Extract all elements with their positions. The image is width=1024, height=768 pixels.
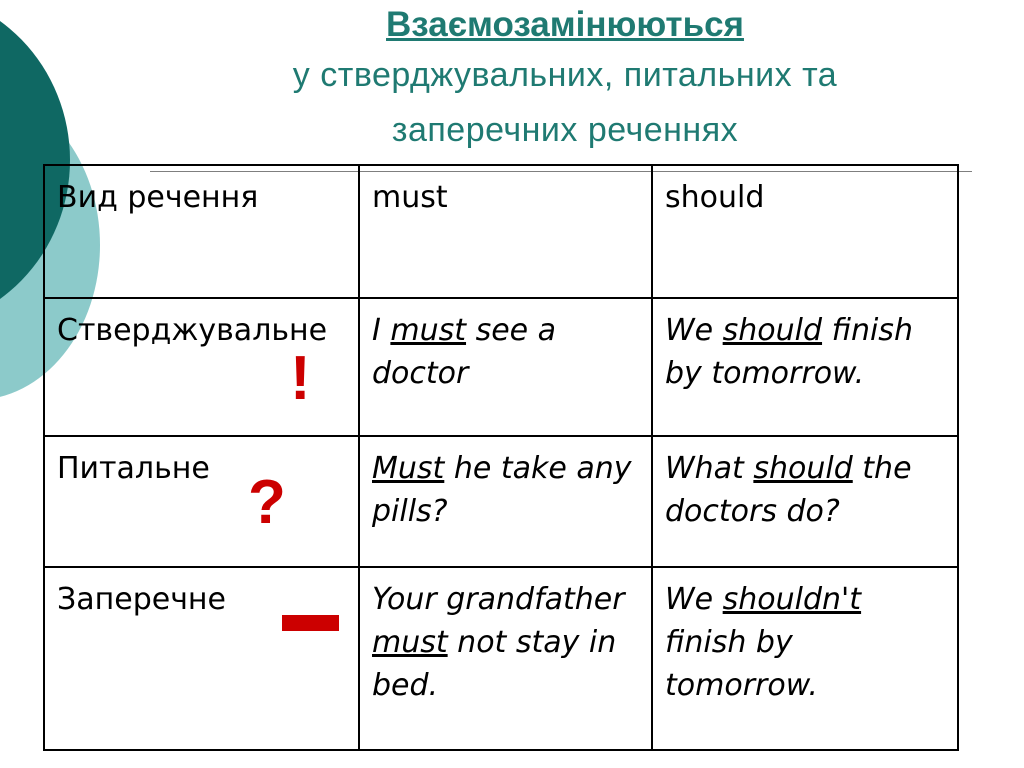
table-row	[44, 436, 958, 567]
exclamation-icon: !	[290, 344, 311, 413]
title-subtitle-line2: заперечних реченнях	[391, 111, 739, 149]
row-type-label: Питальне	[57, 451, 210, 486]
row-type-negative	[44, 567, 359, 750]
table-row	[44, 298, 958, 436]
must-example: Your grandfather must not stay in bed.	[359, 567, 652, 750]
title-subtitle-line1: у стверджувальних, питальних та	[292, 56, 838, 94]
must-example: Must he take any pills?	[359, 436, 652, 567]
row-type-interrogative	[44, 436, 359, 567]
must-example: I must see a doctor	[359, 298, 652, 436]
header-should: should	[652, 165, 958, 298]
modal-verb: must	[372, 625, 448, 660]
row-type-label: Стверджувальне	[57, 313, 328, 348]
question-mark-icon: ?	[248, 468, 286, 537]
table-row	[44, 567, 958, 750]
table-header-row	[44, 165, 958, 298]
row-type-label: Заперечне	[57, 582, 226, 617]
should-example: We should finish by tomorrow.	[652, 298, 958, 436]
title-main: Взаємозамінюються	[386, 5, 744, 44]
modal-verb: must	[390, 313, 467, 348]
row-type-affirmative	[44, 298, 359, 436]
comparison-table	[43, 164, 959, 751]
header-sentence-type: Вид речення	[44, 165, 359, 298]
header-must: must	[359, 165, 652, 298]
minus-icon	[282, 615, 339, 631]
slide-title	[150, 2, 980, 158]
modal-verb: shouldn't	[722, 582, 862, 617]
modal-verb: Must	[372, 451, 445, 486]
should-example: We shouldn't finish by tomorrow.	[652, 567, 958, 750]
modal-verb: should	[722, 313, 823, 348]
modal-verb: should	[753, 451, 853, 486]
should-example: What should the doctors do?	[652, 436, 958, 567]
